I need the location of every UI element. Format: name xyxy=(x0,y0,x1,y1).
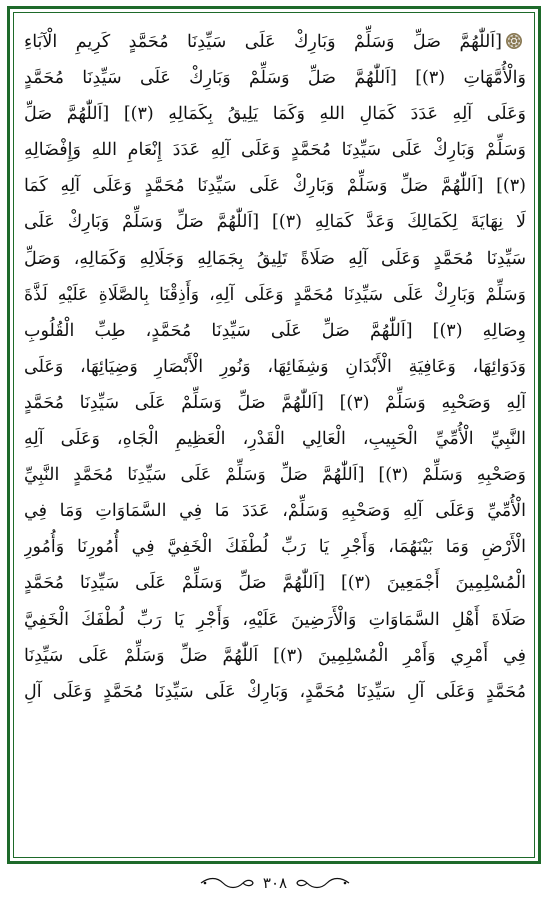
text-line-9-content: وِصَالِهِ (٣)] [اَللّٰهُمَّ صَلِّ عَلَى سَيِّدِنَا مُحَمَّدٍ، طِبِّ الْقُلُوبِ xyxy=(24,320,526,341)
text-line-3 xyxy=(24,96,526,132)
text-line-1 xyxy=(24,24,526,60)
text-line-5 xyxy=(24,168,526,204)
text-line-10-content: وَدَوَائِهَا، وَعَافِيَةِ الْأَبْدَانِ وَشِفَائِهَا، وَنُورِ الْأَبْصَارِ وَضِيَائِهَا، وَعَلَى xyxy=(24,356,526,377)
text-line-4 xyxy=(24,132,526,168)
text-line-13 xyxy=(24,457,526,493)
text-line-14 xyxy=(24,493,526,529)
text-line-6-content: لَا نِهَايَةَ لِكَمَالِكَ وَعَدَّ كَمَالِهِ (٣)] [اَللّٰهُمَّ صَلِّ وَسَلِّمْ وَبَارِكْ عَلَى xyxy=(24,212,526,233)
text-line-12 xyxy=(24,421,526,457)
text-line-1-content: [اَللّٰهُمَّ صَلِّ وَسَلِّمْ وَبَارِكْ عَلَى سَيِّدِنَا مُحَمَّدٍ كَرِيمِ الْآبَاءِ xyxy=(24,32,502,52)
text-line-9 xyxy=(24,313,526,349)
right-ornament-icon xyxy=(295,876,351,890)
text-line-10 xyxy=(24,349,526,385)
text-line-17-content: صَلَاةَ أَهْلِ السَّمَاوَاتِ وَالْأَرَضِينَ عَلَيْهِ، وَأَجْرِ يَا رَبِّ لُطْفَكَ الْخَفِيَّ xyxy=(24,609,526,630)
text-line-7-content: سَيِّدِنَا مُحَمَّدٍ وَعَلَى آلِهِ صَلَاةً تَلِيقُ بِجَمَالِهِ وَجَلَالِهِ وَكَمَالِهِ، وَصَلِّ xyxy=(24,248,526,269)
text-line-18 xyxy=(24,638,526,674)
page-number: ٣٠٨ xyxy=(262,874,288,892)
text-line-4-content: وَسَلِّمْ وَبَارِكْ عَلَى سَيِّدِنَا مُحَمَّدٍ وَعَلَى آلِهِ عَدَدَ إِنْعَامِ اللهِ وَإِفْضَالِهِ xyxy=(24,140,526,161)
text-line-19 xyxy=(24,674,526,710)
text-line-8-content: وَسَلِّمْ وَبَارِكْ عَلَى سَيِّدِنَا مُحَمَّدٍ وَعَلَى آلِهِ، وَأَذِقْنَا بِالصَّلَاةِ عَلَيْهِ لَذَّةَ xyxy=(24,284,526,305)
text-line-15 xyxy=(24,529,526,565)
rosette-icon xyxy=(505,27,523,45)
text-line-6 xyxy=(24,204,526,240)
text-line-11-content: آلِهِ وَصَحْبِهِ وَسَلِّمْ (٣)] [اَللّٰهُمَّ صَلِّ وَسَلِّمْ عَلَى سَيِّدِنَا مُحَمَّدٍ xyxy=(24,392,526,413)
text-line-8 xyxy=(24,277,526,313)
text-line-7 xyxy=(24,241,526,277)
text-block xyxy=(24,24,526,856)
text-line-2 xyxy=(24,60,526,96)
text-line-17 xyxy=(24,602,526,638)
text-line-16-content: الْمُسْلِمِينَ أَجْمَعِينَ (٣)] [اَللّٰهُمَّ صَلِّ وَسَلِّمْ عَلَى سَيِّدِنَا مُحَمَّدٍ xyxy=(24,573,526,594)
text-line-3-content: وَعَلَى آلِهِ عَدَدَ كَمَالِ اللهِ وَكَمَا يَلِيقُ بِكَمَالِهِ (٣)] [اَللّٰهُمَّ صَلِّ xyxy=(24,104,526,125)
text-line-19-content: مُحَمَّدٍ وَعَلَى آلِ سَيِّدِنَا مُحَمَّدٍ، وَبَارِكْ عَلَى سَيِّدِنَا مُحَمَّدٍ وَعَلَى آلِ xyxy=(24,681,526,702)
text-line-2-content: وَالْأُمَّهَاتِ (٣)] [اَللّٰهُمَّ صَلِّ وَسَلِّمْ وَبَارِكْ عَلَى سَيِّدِنَا مُحَمَّدٍ xyxy=(24,68,526,89)
text-line-18-content: فِي أَمْرِي وَأَمْرِ الْمُسْلِمِينَ (٣)] اَللّٰهُمَّ صَلِّ وَسَلِّمْ عَلَى سَيِّدِنَا xyxy=(24,645,526,666)
text-line-11 xyxy=(24,385,526,421)
text-line-5-content: (٣)] [اَللّٰهُمَّ صَلِّ وَسَلِّمْ وَبَارِكْ عَلَى سَيِّدِنَا مُحَمَّدٍ وَعَلَى آلِهِ كَمَا xyxy=(24,176,526,197)
text-line-15-content: الْأَرْضِ وَمَا بَيْنَهُمَا، وَأَجْرِ يَا رَبِّ لُطْفَكَ الْخَفِيَّ فِي أُمُورِنَا وَأُمُورِ xyxy=(24,537,526,558)
text-line-13-content: وَصَحْبِهِ وَسَلِّمْ (٣)] [اَللّٰهُمَّ صَلِّ وَسَلِّمْ عَلَى سَيِّدِنَا مُحَمَّدٍ النَّبِيِّ xyxy=(24,465,526,486)
text-line-12-content: النَّبِيِّ الْأُمِّيِّ الْحَبِيبِ، الْعَالِي الْقَدْرِ، الْعَظِيمِ الْجَاهِ، وَعَلَى آلِهِ xyxy=(24,429,526,450)
text-line-16 xyxy=(24,565,526,601)
page-footer xyxy=(0,868,550,898)
left-ornament-icon xyxy=(199,876,255,890)
text-line-14-content: الْأُمِّيِّ وَعَلَى آلِهِ وَصَحْبِهِ وَسَلِّمْ، عَدَدَ مَا فِي السَّمَاوَاتِ وَمَا فِي xyxy=(24,501,526,522)
